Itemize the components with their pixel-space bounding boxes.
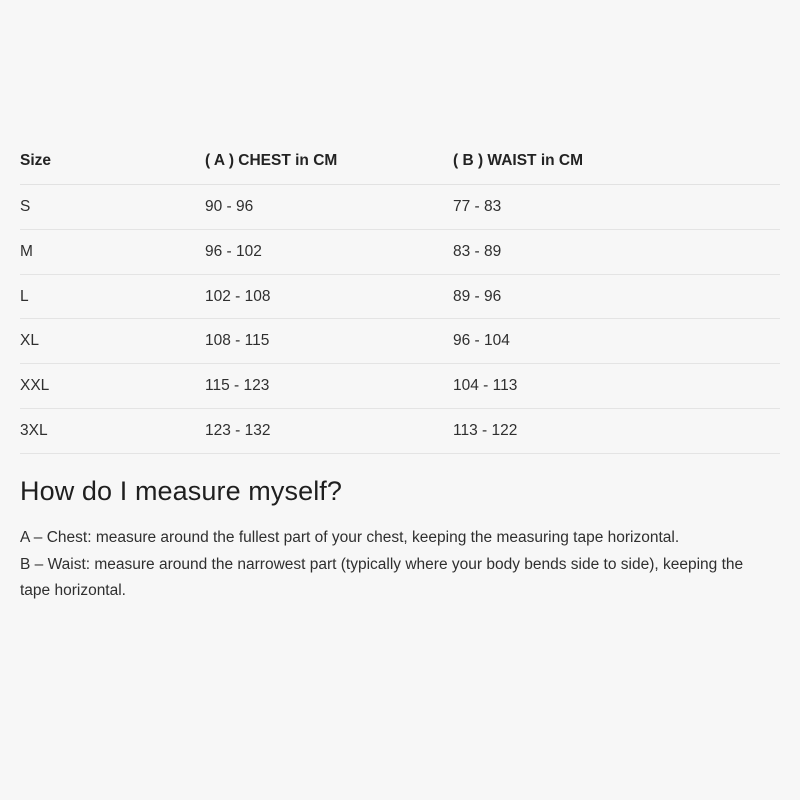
cell-chest: 115 - 123 bbox=[113, 364, 453, 409]
cell-size: S bbox=[20, 185, 113, 230]
cell-size: XXL bbox=[20, 364, 113, 409]
cell-waist: 104 - 113 bbox=[453, 364, 780, 409]
size-chart-table bbox=[20, 152, 780, 454]
measure-waist-description: B – Waist: measure around the narrowest part (typically where your body bends side to side), keeping the tape horizontal. bbox=[20, 555, 744, 600]
column-header-size: Size bbox=[20, 152, 113, 185]
measure-chest-description: A – Chest: measure around the fullest part of your chest, keeping the measuring tape horizontal. bbox=[20, 528, 680, 546]
cell-chest: 102 - 108 bbox=[113, 274, 453, 319]
cell-size: M bbox=[20, 229, 113, 274]
column-header-waist: ( B ) WAIST in CM bbox=[453, 152, 780, 185]
cell-chest: 96 - 102 bbox=[113, 229, 453, 274]
cell-size: XL bbox=[20, 319, 113, 364]
table-body bbox=[20, 185, 780, 454]
cell-chest: 108 - 115 bbox=[113, 319, 453, 364]
cell-waist: 83 - 89 bbox=[453, 229, 780, 274]
cell-size: L bbox=[20, 274, 113, 319]
table-row bbox=[20, 409, 780, 454]
cell-chest: 90 - 96 bbox=[113, 185, 453, 230]
measure-section-title: How do I measure myself? bbox=[20, 475, 343, 506]
table-header bbox=[20, 152, 780, 185]
table-row bbox=[20, 274, 780, 319]
table-row bbox=[20, 319, 780, 364]
table-header-row bbox=[20, 152, 780, 185]
size-guide-content bbox=[20, 152, 780, 605]
cell-size: 3XL bbox=[20, 409, 113, 454]
cell-waist: 113 - 122 bbox=[453, 409, 780, 454]
cell-chest: 123 - 132 bbox=[113, 409, 453, 454]
cell-waist: 89 - 96 bbox=[453, 274, 780, 319]
table-row bbox=[20, 229, 780, 274]
table-row bbox=[20, 185, 780, 230]
cell-waist: 77 - 83 bbox=[453, 185, 780, 230]
table-row bbox=[20, 364, 780, 409]
column-header-chest: ( A ) CHEST in CM bbox=[113, 152, 453, 185]
cell-waist: 96 - 104 bbox=[453, 319, 780, 364]
